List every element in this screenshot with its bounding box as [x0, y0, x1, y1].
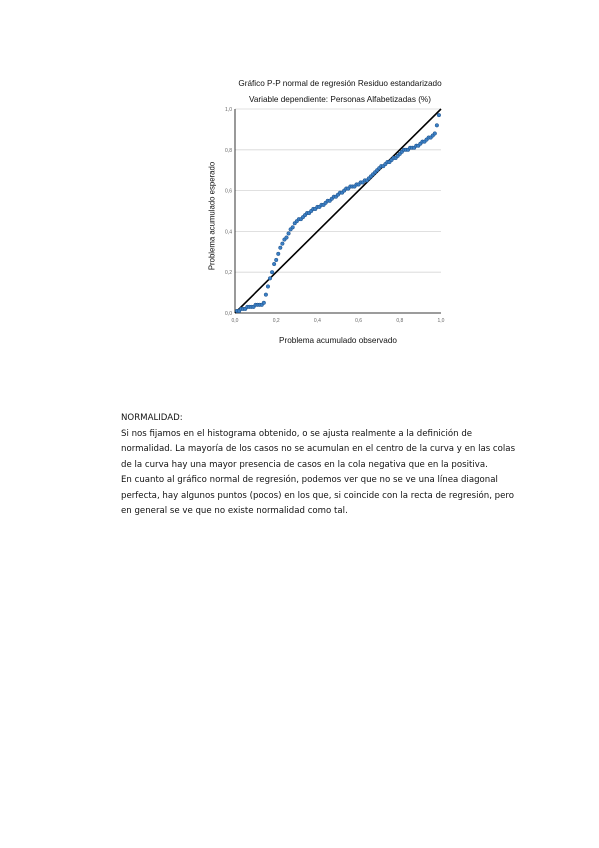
- x-tick-label: 1,0: [437, 318, 445, 324]
- normality-section: [121, 411, 521, 520]
- x-tick-label: 0,2: [272, 318, 280, 324]
- y-tick-label: 0,0: [225, 311, 232, 317]
- chart-title: Gráfico P-P normal de regresión Residuo estandarizado: [238, 79, 442, 88]
- y-tick-label: 0,6: [225, 188, 232, 195]
- data-point: [287, 232, 291, 236]
- paragraph-regression: En cuanto al gráfico normal de regresión, podemos ver que no se ve una línea diagonal perfecta, hay algunos puntos (pocos) en los que, si coincide con la recta de regresión, pero en general se ve que no existe normalidad como tal.: [121, 475, 515, 516]
- data-point: [435, 124, 439, 128]
- section-heading: NORMALIDAD:: [121, 413, 183, 423]
- data-point: [262, 301, 266, 305]
- data-point: [268, 277, 272, 281]
- reference-line: [235, 109, 441, 313]
- y-tick-label: 1,0: [225, 107, 232, 113]
- paragraph-histogram: Si nos fijamos en el histograma obtenido, o se ajusta realmente a la definición de normalidad. La mayoría de los casos no se acumulan en el centro de la curva y en las colas de la curva hay una mayor presencia de casos en la cola negativa que en la positiva.: [121, 428, 516, 470]
- data-point: [291, 226, 295, 230]
- x-tick-label: 0,6: [355, 318, 363, 324]
- y-tick-label: 0,8: [225, 147, 232, 154]
- x-tick-label: 0,0: [231, 318, 239, 324]
- x-axis-label: Problema acumulado observado: [279, 336, 397, 345]
- data-point: [285, 236, 289, 240]
- pp-plot: [200, 100, 450, 332]
- data-point: [266, 285, 270, 289]
- x-tick-label: 0,8: [396, 318, 404, 324]
- data-point: [437, 113, 441, 117]
- chart-subtitle: Variable dependiente: Personas Alfabetizadas (%): [249, 95, 431, 104]
- y-axis-label: Problema acumulado esperado: [207, 161, 217, 271]
- data-point: [270, 270, 274, 274]
- data-point: [281, 242, 285, 246]
- data-point: [433, 132, 437, 136]
- x-tick-label: 0,4: [313, 318, 321, 324]
- data-point: [276, 252, 280, 256]
- y-tick-label: 0,2: [225, 270, 232, 277]
- data-point: [272, 262, 276, 266]
- data-point: [279, 246, 283, 250]
- data-point: [264, 293, 268, 297]
- data-point: [274, 258, 278, 262]
- y-tick-label: 0,4: [225, 229, 232, 236]
